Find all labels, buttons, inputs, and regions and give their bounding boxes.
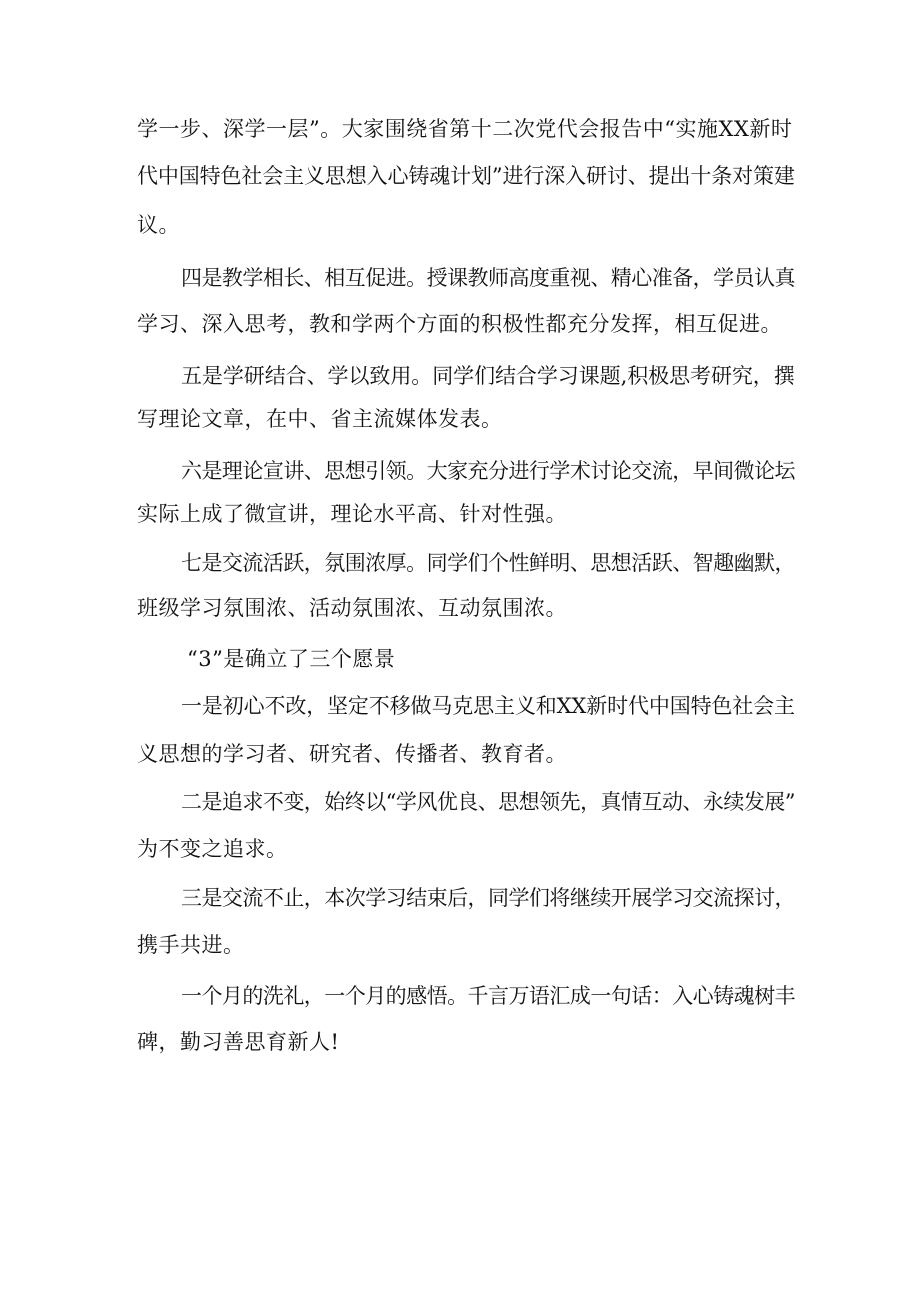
text-line: 五是学研结合、学以致用。同学们结合学习课题,积极思考研究，撰 [181,364,795,388]
text-line: 写理论文章，在中、省主流媒体发表。 [137,407,503,431]
text-line: 携手共进。 [137,933,245,957]
text-line: 二是追求不变，始终以“学风优良、思想领先，真情互动、永续发展” [181,790,795,814]
text-line: 代中国特色社会主义思想入心铸魂计划”进行深入研讨、提出十条对策建 [137,164,795,188]
text-line: 一是初心不改，坚定不移做马克思主义和XX新时代中国特色社会主 [181,694,795,718]
text-line: 七是交流活跃，氛围浓厚。同学们个性鲜明、思想活跃、智趣幽默， [181,551,795,575]
text-line: 实际上成了微宣讲，理论水平高、针对性强。 [137,502,567,526]
text-line: 义思想的学习者、研究者、传播者、教育者。 [137,742,567,766]
text-line: 学习、深入思考，教和学两个方面的积极性都充分发挥，相互促进。 [137,312,782,336]
text-line: 六是理论宣讲、思想引领。大家充分进行学术讨论交流，早间微论坛 [181,459,795,483]
text-line: 为不变之追求。 [137,837,288,861]
text-line: “3”是确立了三个愿景 [187,647,396,671]
text-line: 四是教学相长、相互促进。授课教师高度重视、精心准备，学员认真 [181,266,795,290]
text-line: 学一步、深学一层”。大家围绕省第十二次党代会报告中“实施XX新时 [137,117,793,141]
text-line: 班级学习氛围浓、活动氛围浓、互动氛围浓。 [137,596,567,620]
text-line: 一个月的洗礼，一个月的感悟。千言万语汇成一句话：入心铸魂树丰 [181,984,795,1008]
text-line: 三是交流不止，本次学习结束后，同学们将继续开展学习交流探讨， [181,886,795,910]
text-line: 议。 [137,213,180,237]
text-line: 碑，勤习善思育新人! [137,1030,340,1054]
